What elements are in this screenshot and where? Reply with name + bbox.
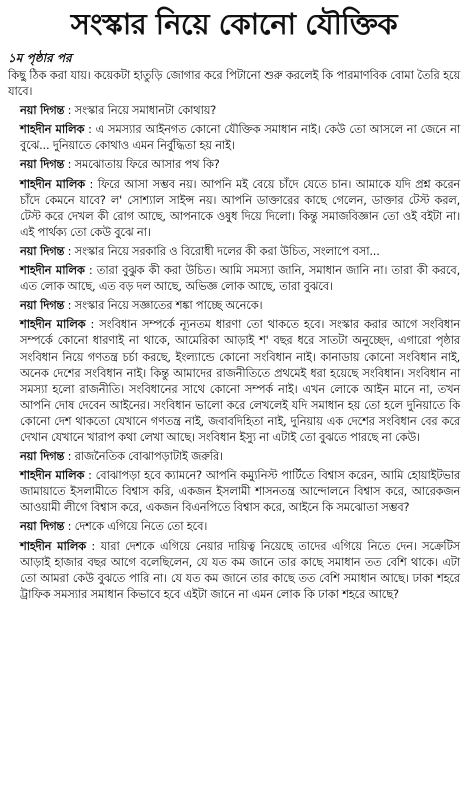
paragraph-text: : সংবিধান সম্পর্কে ন্যূনতম ধারণা তো থাকতে হবে। সংস্কার করার আগে সংবিধান সম্পর্কে কোনো ধারণাই না থাকে, আমেরিকা আড়াই শ' বছর ধরে সাতটা অনুচ্ছেদ, এগারো পৃষ্ঠার সংবিধান নিয়ে গণতন্ত্র চর্চা করছে, ইংল্যান্ডে কোনো সংবিধান নাই। কানাডায় কোনো সংবিধান নাই, অনেক দেশের সংবিধান নাই। কিন্তু আমাদের রাজনীতিতে প্রথমেই ধরা হয়েছে সংবিধান। সংবিধান না সমস্যা হলো রাজনীতি। সংবিধানের সাথে কোনো সম্পর্ক নাই। এখন লোকে আইন মানে না, তখন আপনি দোষ দেবেন আইনের। সংবিধান ভালো করে লেখলেই যদি সমাধান হয় তো হলে দুনিয়াতে কি কোনো দেশ থাকতো যেখানে গণতন্ত্র নাই, জবাবদিহিতা নাই, দুনিয়ায় এক দেশের সংবিধান বের করে দেখান যেখানে খারাপ কথা লেখা আছে। সংবিধান ইস্যু না এটাই তো বুঝতে পারছে না কেউ। [20, 317, 460, 444]
interview-question [8, 448, 460, 464]
speaker-label: নয়া দিগন্ত [20, 157, 65, 172]
paragraph-text: : বোঝাপড়া হবে ক্যামনে? আপনি কম্যুনিস্ট পার্টিতে বিশ্বাস করেন, আমি হোয়াইটভার জামায়াতে ইসলামীতে বিশ্বাস করি, একজন ইসলামী শাসনতন্ত্র আন্দোলনে বিশ্বাস করে, আরেকজন আওয়ামী লীগে বিশ্বাস করে, একজন বিএনপিতে বিশ্বাস করে, আইনে কি সমঝোতা সম্ভব? [20, 468, 461, 515]
paragraph-text: : দেশকে এগিয়ে নিতে তো হবে। [67, 519, 208, 534]
speaker-label: শাহদীন মালিক [20, 468, 85, 483]
speaker-label: নয়া দিগন্ত [20, 243, 65, 258]
paragraph-text: : ফিরে আসা সম্ভব নয়। আপনি মই বেয়ে চাঁদে যেতে চান। আমাকে যদি প্রশ্ন করেন চাঁদে কেমনে যাবে? ল' সোশ্যাল সাইন্স নয়। আপনি ডাক্তারের কাছে গেলেন, ডাক্তার টেস্ট করল, টেস্ট করে দেখল কী রোগ আছে, আপনাকে ওষুধ দিয়ে দিলো। কিন্তু সমাজবিজ্ঞান তো ওই বইটা না। এই পার্থক্য তো কেউ বুঝে না। [20, 176, 461, 239]
paragraph-text: : সংস্কার নিয়ে সরকারি ও বিরোধী দলের কী করা উচিত, সংলাপে বসা... [67, 243, 380, 258]
interview-answer [8, 316, 460, 445]
paragraph-text: : সমঝোতায় ফিরে আসার পথ কি? [67, 157, 220, 172]
paragraph-text: কিছু ঠিক করা যায়। কয়েকটা হাতুড়ি জোগার করে পিটানো শুরু করলেই কি পারমাণবিক বোমা তৈরি হয়ে যাবে। [8, 68, 460, 99]
interview-question [8, 156, 460, 172]
headline: সংস্কার নিয়ে কোনো যৌক্তিক [70, 7, 398, 41]
paragraph-text: : যারা দেশকে এগিয়ে নেয়ার দায়িত্ব নিয়েছে তাদের এগিয়ে নিতে দেন। সক্রেটিস আড়াই হাজার বছর আগে বলেছিলেন, যে যত কম জানে তার কাছে সমাধান তত বেশি থাকে। এটা তো আমরা কেউ বুঝতে পারি না। যে যত কম জানে তার কাছে তত বেশি সমাধান আছে। ঢাকা শহরে ট্রাফিক সমস্যার সমাধান কিভাবে হবে এইটা জানে না এমন লোক কি ঢাকা শহরে আছে? [20, 538, 460, 601]
paragraph-text: : তারা বুঝুক কী করা উচিত। আমি সমস্যা জানি, সমাধান জানি না। তারা কী করবে, এত লোক আছে, এত বড় দল আছে, অভিজ্ঞ লোক আছে, তারা বুঝবে। [20, 263, 460, 294]
interview-question [8, 243, 460, 259]
interview-answer [8, 467, 460, 515]
interview-answer [8, 262, 460, 294]
speaker-label: নয়া দিগন্ত [20, 519, 65, 534]
speaker-label: শাহদীন মালিক [20, 538, 86, 553]
interview-answer [8, 176, 460, 240]
interview-question [8, 102, 460, 118]
paragraph-text: : এ সমস্যার আইনগত কোনো যৌক্তিক সমাধান নাই। কেউ তো আসলে না জেনে না বুঝে... দুনিয়াতে কোথাও এমন নির্বুদ্ধিতা হয় নাই। [20, 122, 461, 153]
paragraph-text: : সংস্কার নিয়ে সজ্ঞাতের শঙ্কা পাচ্ছে অনেকে। [67, 298, 263, 313]
speaker-label: নয়া দিগন্ত [20, 298, 65, 313]
speaker-label: নয়া দিগন্ত [20, 449, 65, 464]
paragraph [8, 67, 460, 99]
speaker-label: নয়া দিগন্ত [20, 103, 65, 118]
paragraph-text: : সংস্কার নিয়ে সমাধানটা কোথায়? [67, 103, 217, 118]
speaker-label: শাহদীন মালিক [20, 263, 85, 278]
interview-answer [8, 121, 460, 153]
paragraph-text: : রাজনৈতিক বোঝাপড়াটাই জরুরি। [67, 449, 223, 464]
speaker-label: শাহদীন মালিক [20, 317, 86, 332]
interview-answer [8, 538, 460, 602]
article-body [8, 67, 460, 602]
speaker-label: শাহদীন মালিক [20, 176, 85, 191]
interview-question [8, 518, 460, 534]
interview-question [8, 297, 460, 313]
continuation-note: ১ম পৃষ্ঠার পর [8, 51, 72, 65]
speaker-label: শাহদীন মালিক [20, 122, 85, 137]
